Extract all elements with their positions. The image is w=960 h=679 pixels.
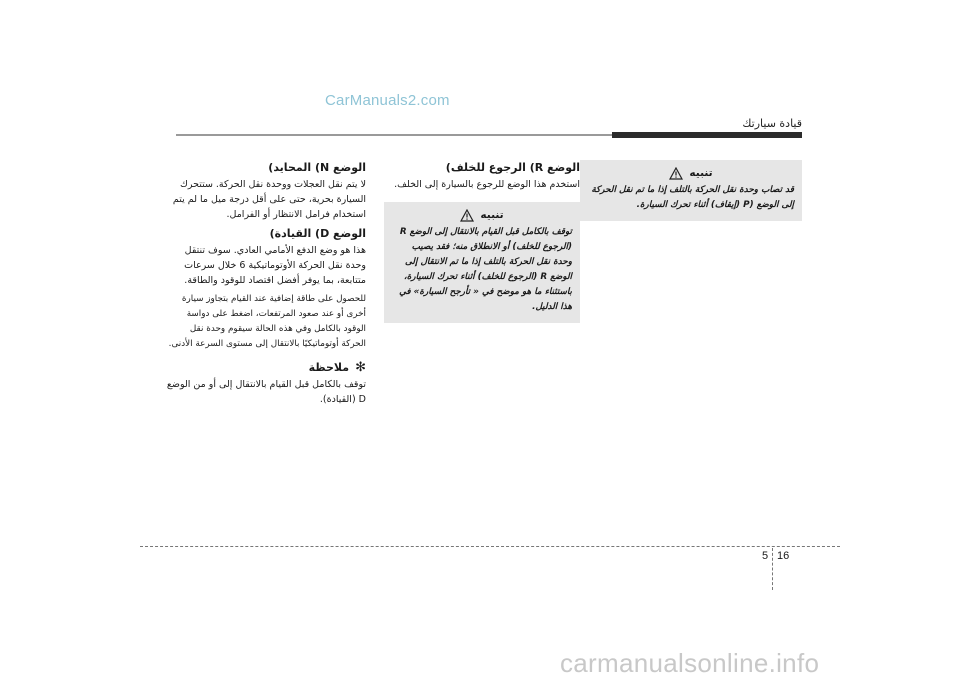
page-number: 16 (777, 550, 790, 562)
warning-header (392, 208, 572, 223)
chapter-number: 5 (762, 550, 769, 562)
footer-rule (140, 546, 840, 547)
header-bar (612, 132, 802, 138)
note-title: ملاحظة (308, 361, 350, 374)
note-asterisk-icon: ✻ (355, 360, 366, 375)
warning-triangle-icon (669, 167, 683, 180)
warning-header (588, 166, 794, 181)
paragraph-neutral: لا يتم نقل العجلات ووحدة نقل الحركة. ستتحرك السيارة بحرية، حتى على أقل درجة ميل ما لم يتم استخدام فرامل الانتظار أو الفرامل. (172, 179, 366, 220)
page-divider (772, 548, 773, 590)
paragraph-reverse: استخدم هذا الوضع للرجوع بالسيارة إلى الخلف. (394, 179, 580, 190)
column-right (580, 160, 802, 221)
warning-title: تنبيه (689, 167, 713, 179)
section-title: قيادة سيارتك (742, 117, 802, 130)
note-text: توقف بالكامل قبل القيام بالانتقال إلى أو من الوضع D (القيادة). (166, 379, 366, 405)
warning-box (580, 160, 802, 221)
column-left (166, 160, 366, 411)
column-middle (384, 160, 580, 323)
note-header (166, 360, 366, 375)
warning-box-reverse (384, 202, 580, 323)
paragraph-drive: هذا هو وضع الدفع الأمامي العادي. سوف تنتقل وحدة نقل الحركة الأوتوماتيكية 6 خلال سرعات متتابعة، بما يوفر أفضل اقتصاد للوقود والطاقة. (184, 245, 366, 286)
heading-reverse: الوضع R) الرجوع للخلف) (445, 161, 580, 174)
watermark-top: CarManuals2.com (325, 92, 450, 109)
warning-title: تنبيه (480, 209, 504, 221)
warning-text: توقف بالكامل قبل القيام بالانتقال إلى الوضع R (الرجوع للخلف) أو الانطلاق منه؛ فقد يصيب وحدة نقل الحركة بالتلف إذا ما تم الانتقال إلى الوضع R (الرجوع للخلف) أثناء تحرك السيارة، باستثناء ما هو موضح في « تأرجح السيارة» في هذا الدليل. (399, 227, 572, 312)
paragraph-drive-extra: للحصول على طاقة إضافية عند القيام بتجاوز سيارة أخرى أو عند صعود المرتفعات، اضغط على دواسة الوقود بالكامل وفي هذه الحالة سيقوم وحدة نقل الحركة أوتوماتيكيًا بالانتقال إلى مستوى السرعة الأدنى. (168, 294, 366, 349)
warning-triangle-icon (460, 209, 474, 222)
heading-drive: الوضع D) القيادة) (269, 227, 366, 240)
watermark-bottom: carmanualsonline.info (560, 648, 820, 678)
heading-neutral: الوضع N) المحايد) (268, 161, 366, 174)
warning-text: قد تصاب وحدة نقل الحركة بالتلف إذا ما تم نقل الحركة إلى الوضع (P (إيقاف) أثناء تحرك السيارة. (591, 185, 794, 210)
